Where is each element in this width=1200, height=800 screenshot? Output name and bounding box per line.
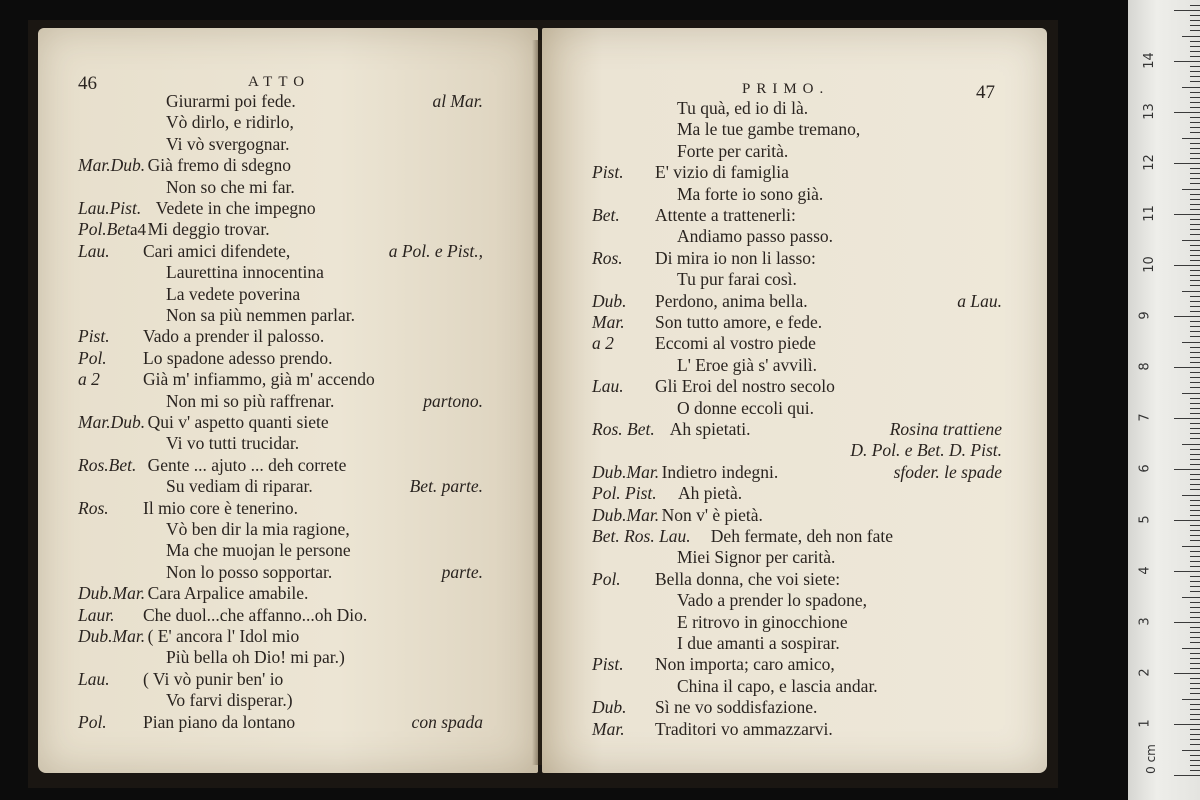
ruler-tick: [1190, 199, 1200, 200]
verse-line: Sì ne vo soddisfazione.: [655, 697, 818, 718]
verse-line: Vi vo tutti trucidar.: [166, 433, 300, 454]
verse-line: Deh fermate, deh non fate: [710, 526, 894, 546]
verse-line: Cari amici difendete,: [143, 240, 291, 261]
ruler-tick: [1190, 556, 1200, 557]
verse-line: E' vizio di famiglia: [655, 162, 789, 183]
ruler-tick: [1190, 56, 1200, 57]
speaker-name: Ros.Bet.: [78, 454, 137, 475]
verse-line: Vedete in che impegno: [155, 198, 316, 218]
ruler-tick: [1190, 331, 1200, 332]
ruler-tick: [1190, 92, 1200, 93]
right-page: [542, 28, 1047, 773]
ruler-tick: [1190, 484, 1200, 485]
ruler-tick: [1190, 173, 1200, 174]
ruler-tick: [1174, 61, 1200, 62]
ruler-number: 12: [1141, 154, 1157, 171]
ruler-number: 4: [1137, 566, 1153, 575]
ruler-tick: [1190, 642, 1200, 643]
speaker-name: Dub.Mar.: [592, 461, 660, 482]
ruler-tick: [1190, 178, 1200, 179]
speaker-name: Lau.: [78, 240, 110, 261]
page-number: 47: [976, 82, 995, 103]
verse-line: L' Eroe già s' avvilì.: [677, 354, 817, 375]
verse-line: Tu pur farai così.: [677, 269, 797, 290]
ruler-tick: [1182, 597, 1200, 598]
ruler-tick: [1190, 525, 1200, 526]
verse-line: Qui v' aspetto quanti siete: [147, 412, 329, 432]
verse-line: Cara Arpalice amabile.: [147, 583, 309, 604]
ruler-tick: [1190, 734, 1200, 735]
ruler-tick: [1182, 546, 1200, 547]
speaker-name: Mar.: [592, 312, 625, 332]
ruler-tick: [1190, 540, 1200, 541]
speaker-name: Laur.: [78, 604, 115, 625]
verse-line: Gente ... ajuto ... deh correte: [147, 454, 347, 475]
ruler-number: 3: [1137, 617, 1153, 626]
ruler-tick: [1190, 607, 1200, 608]
ruler-tick: [1174, 724, 1200, 725]
ruler-tick: [1190, 326, 1200, 327]
ruler-tick: [1190, 433, 1200, 434]
ruler-tick: [1182, 189, 1200, 190]
verse-line: Non lo posso sopportar.: [166, 561, 333, 582]
ruler-number: 13: [1141, 103, 1157, 120]
speaker-name: Dub.Mar.: [592, 504, 660, 525]
verse-line: I due amanti a sospirar.: [677, 633, 840, 653]
stage-direction: Rosina trattiene: [889, 419, 1002, 439]
ruler-tick: [1190, 301, 1200, 302]
ruler-tick: [1190, 127, 1200, 128]
verse-line: China il capo, e lascia andar.: [677, 675, 878, 696]
ruler-number: 7: [1137, 413, 1153, 422]
ruler-tick: [1190, 148, 1200, 149]
ruler-tick: [1190, 143, 1200, 144]
verse-line: Su vediam di riparar.: [166, 476, 313, 497]
verse-line: Non importa; caro amico,: [655, 654, 835, 675]
running-head: ATTO: [248, 74, 311, 90]
ruler-tick: [1182, 342, 1200, 343]
ruler-number: 9: [1137, 311, 1153, 320]
ruler-tick: [1190, 505, 1200, 506]
verse-line: Più bella oh Dio! mi par.): [166, 647, 345, 668]
verse-line: Indietro indegni.: [661, 461, 779, 482]
verse-line: Vò ben dir la mia ragione,: [166, 519, 350, 539]
ruler-tick: [1182, 36, 1200, 37]
speaker-name: Ros.: [592, 247, 623, 268]
ruler-tick: [1190, 719, 1200, 720]
ruler-tick: [1190, 479, 1200, 480]
ruler-tick: [1190, 510, 1200, 511]
speaker-name: Dub.Mar.: [78, 626, 146, 646]
ruler-tick: [1174, 214, 1200, 215]
verse-line: Vò dirlo, e ridirlo,: [166, 112, 294, 133]
speaker-name: Lau.Pist.: [78, 198, 142, 218]
ruler-tick: [1182, 699, 1200, 700]
ruler-tick: [1190, 704, 1200, 705]
verse-line: Vado a prender lo spadone,: [677, 590, 868, 611]
ruler-tick: [1190, 209, 1200, 210]
ruler-tick: [1190, 280, 1200, 281]
ruler-tick: [1190, 387, 1200, 388]
ruler-tick: [1190, 234, 1200, 235]
verse-line: Pian piano da lontano: [143, 711, 296, 732]
ruler-tick: [1190, 15, 1200, 16]
stage-direction: sfoder. le spade: [893, 461, 1002, 482]
ruler-tick: [1190, 668, 1200, 669]
ruler-tick: [1190, 408, 1200, 409]
speaker-name: Pist.: [592, 162, 624, 183]
ruler-tick: [1190, 413, 1200, 414]
ruler-tick: [1190, 250, 1200, 251]
ruler-number: 2: [1137, 668, 1153, 677]
verse-line: Ma forte io sono già.: [677, 183, 824, 204]
ruler-unit: 0 cm: [1143, 744, 1158, 774]
verse-line: ( Vi vò punir ben' io: [143, 668, 284, 689]
verse-line: Ma le tue gambe tremano,: [677, 119, 861, 140]
ruler-tick: [1190, 474, 1200, 475]
speaker-name: Pol.Bet.: [78, 219, 135, 240]
ruler-tick: [1190, 678, 1200, 679]
ruler-tick: [1182, 648, 1200, 649]
ruler-tick: [1190, 581, 1200, 582]
ruler-tick: [1190, 336, 1200, 337]
verse-line: Non v' è pietà.: [661, 504, 763, 525]
ruler-tick: [1190, 25, 1200, 26]
verse-line: Vi vò svergognar.: [166, 133, 290, 154]
ruler-tick: [1174, 163, 1200, 164]
speaker-name: Mar.Dub.: [78, 155, 146, 176]
ruler-tick: [1190, 296, 1200, 297]
ruler-tick: [1190, 321, 1200, 322]
speaker-name: Pol.: [592, 568, 621, 589]
ruler-tick: [1190, 5, 1200, 6]
ruler-tick: [1190, 41, 1200, 42]
ruler-number: 8: [1137, 362, 1153, 371]
verse-line: Di mira io non li lasso:: [655, 247, 816, 268]
ruler-number: 11: [1141, 205, 1157, 222]
ruler-tick: [1190, 30, 1200, 31]
ruler-tick: [1174, 10, 1200, 11]
ruler-tick: [1190, 632, 1200, 633]
ruler-tick: [1190, 260, 1200, 261]
ruler-tick: [1182, 444, 1200, 445]
verse-line: Eccomi al vostro piede: [655, 333, 816, 354]
verse-line: Ah pietà.: [678, 483, 743, 504]
ruler-tick: [1190, 275, 1200, 276]
ruler-tick: [1190, 683, 1200, 684]
ruler-tick: [1190, 637, 1200, 638]
ruler-number: 5: [1137, 515, 1153, 524]
verse-line: Traditori vo ammazzarvi.: [655, 718, 833, 739]
speaker-name: a 2: [592, 333, 614, 354]
ruler-tick: [1174, 418, 1200, 419]
speaker-name: Lau.: [592, 376, 624, 397]
speaker-name: Bet.: [592, 205, 620, 225]
verse-line: Che duol...che affanno...oh Dio.: [143, 604, 368, 625]
verse-line: E ritrovo in ginocchione: [677, 611, 848, 632]
stage-direction: con spada: [411, 711, 483, 732]
verse-line: Miei Signor per carità.: [677, 547, 836, 568]
speaker-name: Mar.: [592, 718, 625, 739]
ruler-tick: [1190, 612, 1200, 613]
ruler-tick: [1190, 688, 1200, 689]
verse-line: Non mi so più raffrenar.: [166, 390, 335, 411]
ruler-tick: [1174, 571, 1200, 572]
speaker-name: Dub.: [592, 290, 627, 311]
ruler-tick: [1190, 423, 1200, 424]
ruler-tick: [1174, 367, 1200, 368]
ruler-tick: [1190, 464, 1200, 465]
verse-line: Mi deggio trovar.: [147, 219, 270, 240]
ruler-tick: [1190, 382, 1200, 383]
ruler-tick: [1190, 51, 1200, 52]
ruler-tick: [1190, 739, 1200, 740]
stage-direction: a Pol. e Pist.,: [388, 240, 483, 261]
ruler-tick: [1190, 66, 1200, 67]
ruler-tick: [1190, 377, 1200, 378]
ruler-tick: [1190, 449, 1200, 450]
ruler-tick: [1182, 291, 1200, 292]
ruler-tick: [1190, 362, 1200, 363]
verse-line: Attente a trattenerli:: [655, 205, 796, 225]
ruler-tick: [1182, 393, 1200, 394]
ruler-tick: [1174, 112, 1200, 113]
ruler-tick: [1190, 551, 1200, 552]
ruler-tick: [1174, 469, 1200, 470]
ruler-tick: [1190, 709, 1200, 710]
verse-line: ( E' ancora l' Idol mio: [147, 626, 300, 646]
measuring-ruler: [1128, 0, 1200, 800]
ruler-number: 1: [1137, 719, 1153, 728]
ruler-tick: [1190, 153, 1200, 154]
ruler-tick: [1190, 245, 1200, 246]
ruler-number: 6: [1137, 464, 1153, 473]
ruler-tick: [1190, 158, 1200, 159]
ruler-tick: [1190, 653, 1200, 654]
ruler-tick: [1190, 500, 1200, 501]
ruler-tick: [1190, 224, 1200, 225]
verse-line: Vo farvi disperar.): [166, 690, 293, 711]
ruler-tick: [1190, 347, 1200, 348]
verse-line: Non sa più nemmen parlar.: [166, 305, 356, 325]
ruler-tick: [1190, 132, 1200, 133]
verse-line: Bella donna, che voi siete:: [655, 568, 841, 589]
ruler-tick: [1190, 183, 1200, 184]
speaker-name: Pist.: [78, 326, 110, 347]
ruler-tick: [1174, 316, 1200, 317]
speaker-name: Ros.: [78, 497, 109, 518]
ruler-tick: [1190, 306, 1200, 307]
ruler-tick: [1174, 622, 1200, 623]
stage-direction: parte.: [441, 561, 483, 582]
ruler-tick: [1190, 71, 1200, 72]
ruler-tick: [1190, 97, 1200, 98]
verse-line: Già m' infiammo, già m' accendo: [143, 369, 375, 390]
ruler-tick: [1190, 729, 1200, 730]
ruler-tick: [1190, 566, 1200, 567]
ruler-tick: [1190, 229, 1200, 230]
ruler-tick: [1190, 663, 1200, 664]
verse-line: Giurarmi poi fede.: [166, 91, 296, 111]
speaker-name: Pol. Pist.: [592, 483, 657, 504]
ruler-tick: [1190, 760, 1200, 761]
ruler-tick: [1190, 535, 1200, 536]
ruler-tick: [1190, 357, 1200, 358]
ruler-tick: [1190, 561, 1200, 562]
stage-direction: a Lau.: [957, 290, 1002, 311]
ruler-tick: [1190, 76, 1200, 77]
verse-line: Gli Eroi del nostro secolo: [655, 376, 835, 397]
speaker-name: Dub.Mar.: [78, 583, 146, 604]
ruler-number: 14: [1141, 52, 1157, 69]
ruler-tick: [1190, 311, 1200, 312]
speaker-name: Bet. Ros. Lau.: [592, 526, 691, 546]
verse-line: Son tutto amore, e fede.: [655, 312, 823, 332]
page-number: 46: [78, 73, 97, 94]
ruler-tick: [1190, 602, 1200, 603]
ruler-tick: [1190, 352, 1200, 353]
ruler-tick: [1190, 617, 1200, 618]
speaker-name: Pol.: [78, 711, 107, 732]
verse-line: Ma che muojan le persone: [166, 540, 351, 561]
stage-direction: Bet. parte.: [409, 476, 483, 497]
running-head: PRIMO.: [742, 81, 830, 97]
ruler-tick: [1190, 438, 1200, 439]
left-page: [38, 28, 538, 773]
ruler-tick: [1190, 591, 1200, 592]
ruler-tick: [1190, 459, 1200, 460]
speaker-name: Ros. Bet.: [592, 419, 655, 439]
ruler-tick: [1190, 403, 1200, 404]
verse-line: Il mio core è tenerino.: [143, 497, 299, 518]
stage-direction: D. Pol. e Bet. D. Pist.: [850, 440, 1002, 461]
ruler-tick: [1190, 122, 1200, 123]
ruler-tick: [1182, 87, 1200, 88]
ruler-tick: [1190, 693, 1200, 694]
ruler-tick: [1190, 81, 1200, 82]
ruler-tick: [1190, 489, 1200, 490]
ruler-tick: [1190, 770, 1200, 771]
ruler-tick: [1174, 265, 1200, 266]
ruler-tick: [1174, 673, 1200, 674]
a4-marker: a4: [130, 220, 147, 239]
ruler-tick: [1174, 775, 1200, 776]
ruler-tick: [1182, 138, 1200, 139]
ruler-tick: [1182, 240, 1200, 241]
ruler-tick: [1190, 755, 1200, 756]
verse-line: La vedete poverina: [166, 283, 301, 304]
ruler-tick: [1190, 102, 1200, 103]
ruler-tick: [1190, 627, 1200, 628]
verse-line: Perdono, anima bella.: [655, 290, 808, 311]
stage-direction: al Mar.: [432, 91, 483, 111]
verse-line: O donne eccoli qui.: [677, 397, 815, 418]
verse-line: Tu quà, ed io di là.: [677, 98, 809, 118]
ruler-tick: [1190, 372, 1200, 373]
ruler-tick: [1190, 117, 1200, 118]
ruler-tick: [1190, 765, 1200, 766]
speaker-name: Pol.: [78, 347, 107, 368]
ruler-tick: [1190, 219, 1200, 220]
ruler-tick: [1182, 750, 1200, 751]
verse-line: Forte per carità.: [677, 140, 789, 161]
ruler-tick: [1190, 168, 1200, 169]
ruler-tick: [1190, 398, 1200, 399]
speaker-name: Mar.Dub.: [78, 412, 146, 432]
stage-direction: partono.: [423, 390, 483, 411]
ruler-number: 10: [1141, 256, 1157, 273]
ruler-tick: [1190, 586, 1200, 587]
verse-line: Laurettina innocentina: [166, 262, 324, 283]
ruler-tick: [1190, 714, 1200, 715]
ruler-tick: [1190, 744, 1200, 745]
ruler-tick: [1182, 495, 1200, 496]
speaker-name: Pist.: [592, 654, 624, 675]
ruler-tick: [1190, 576, 1200, 577]
ruler-tick: [1190, 194, 1200, 195]
ruler-tick: [1190, 270, 1200, 271]
ruler-tick: [1174, 520, 1200, 521]
ruler-tick: [1190, 46, 1200, 47]
ruler-tick: [1190, 658, 1200, 659]
ruler-tick: [1190, 285, 1200, 286]
verse-line: Andiamo passo passo.: [677, 226, 834, 247]
ruler-tick: [1190, 428, 1200, 429]
verse-line: Ah spietati.: [669, 419, 751, 439]
ruler-tick: [1190, 454, 1200, 455]
ruler-tick: [1190, 515, 1200, 516]
ruler-tick: [1190, 204, 1200, 205]
ruler-tick: [1190, 255, 1200, 256]
verse-line: Già fremo di sdegno: [147, 155, 291, 176]
speaker-name: Lau.: [78, 668, 110, 689]
speaker-name: Dub.: [592, 697, 627, 718]
verse-line: Lo spadone adesso prendo.: [143, 347, 333, 368]
verse-line: Non so che mi far.: [166, 176, 295, 197]
ruler-tick: [1190, 107, 1200, 108]
verse-line: Vado a prender il palosso.: [143, 326, 325, 347]
ruler-tick: [1190, 20, 1200, 21]
speaker-name: a 2: [78, 369, 100, 390]
ruler-tick: [1190, 530, 1200, 531]
